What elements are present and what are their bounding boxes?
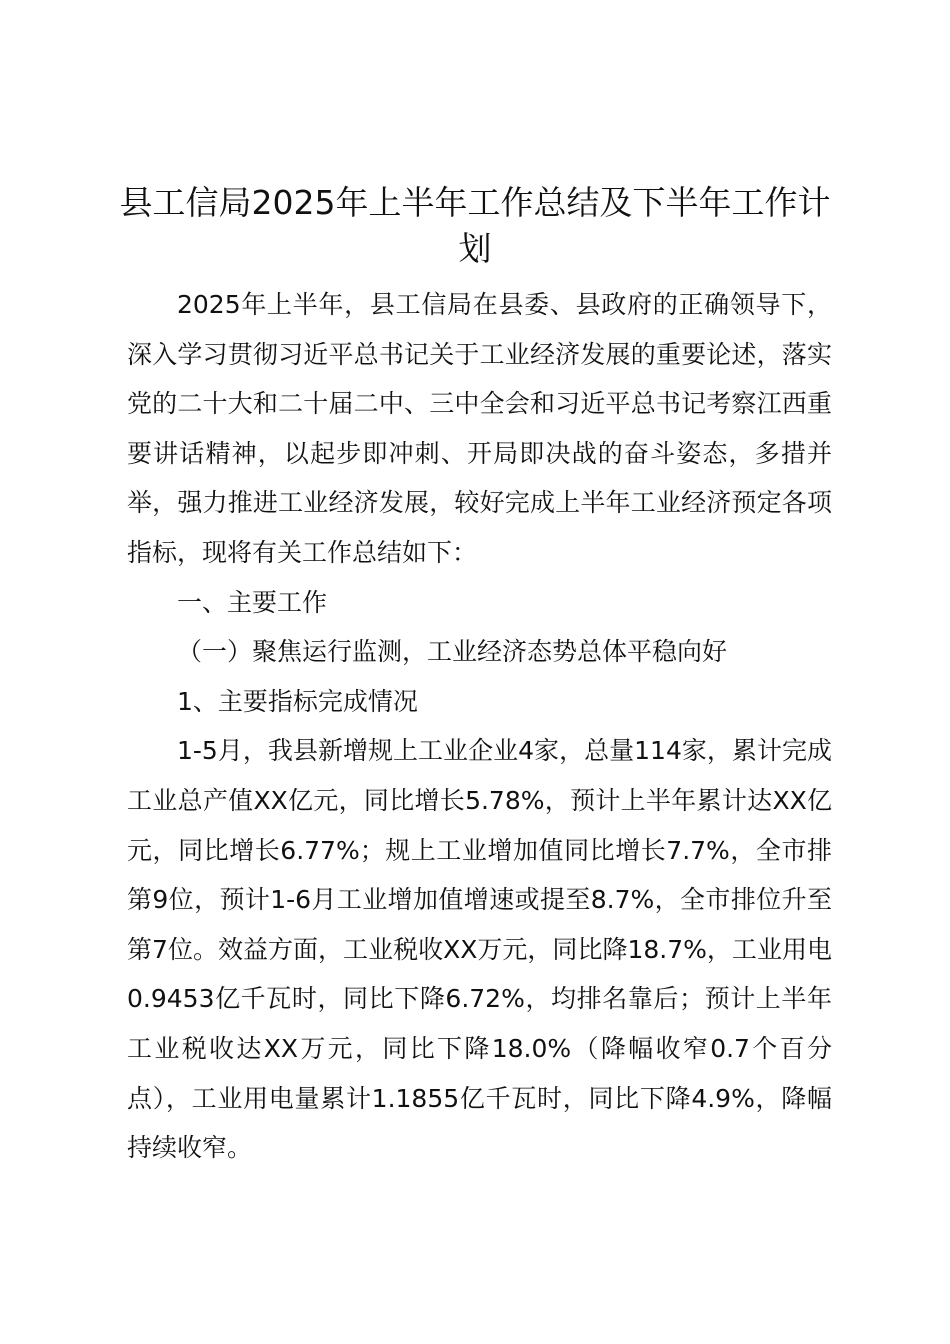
- document-body: [127, 280, 832, 1173]
- section-heading-main-work: 一、主要工作: [177, 587, 328, 617]
- subsection-heading-monitoring: （一）聚焦运行监测，工业经济态势总体平稳向好: [177, 637, 728, 667]
- item-heading-indicators: 1、主要指标完成情况: [177, 686, 418, 716]
- indicators-paragraph: 1-5月，我县新增规上工业企业4家，总量114家，累计完成工业总产值XX亿元，同比增长5.78%，预计上半年累计达XX亿元，同比增长6.77%；规上工业增加值同比增长7.7%，全市排第9位，预计1-6月工业增加值增速或提至8.7%，全市排位升至第7位。效益方面，工业税收XX万元，同比降18.7%，工业用电0.9453亿千瓦时，同比下降6.72%，均排名靠后；预计上半年工业税收达XX万元，同比下降18.0%（降幅收窄0.7个百分点），工业用电量累计1.1855亿千瓦时，同比下降4.9%，降幅持续收窄。: [127, 736, 832, 1163]
- intro-paragraph: 2025年上半年，县工信局在县委、县政府的正确领导下，深入学习贯彻习近平总书记关于工业经济发展的重要论述，落实党的二十大和二十届二中、三中全会和习近平总书记考察江西重要讲话精神，以起步即冲刺、开局即决战的奋斗姿态，多措并举，强力推进工业经济发展，较好完成上半年工业经济预定各项指标，现将有关工作总结如下：: [127, 290, 832, 567]
- document-title: 县工信局2025年上半年工作总结及下半年工作计划: [119, 183, 831, 268]
